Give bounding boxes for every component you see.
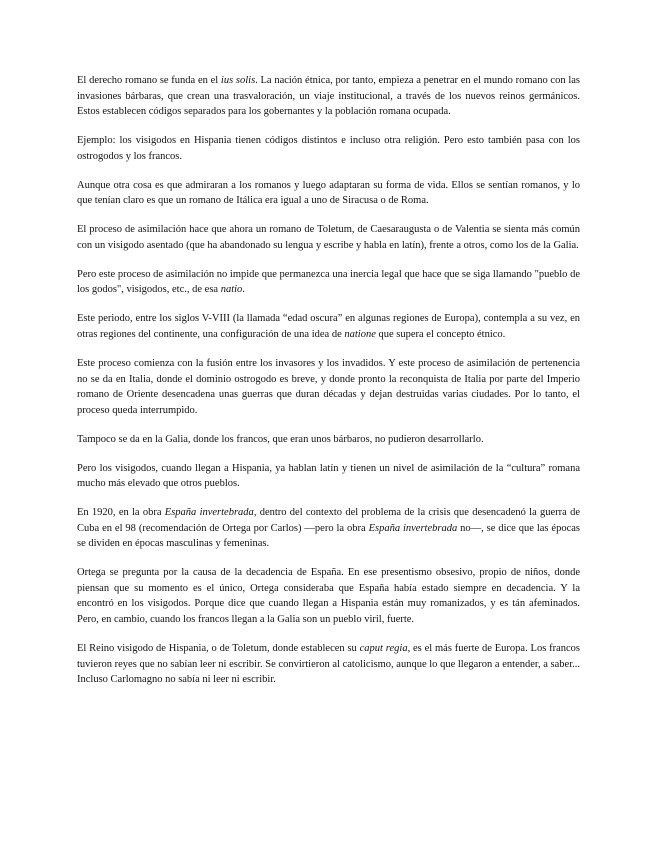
paragraph-visigodos-latin: Pero los visigodos, cuando llegan a Hispania, ya hablan latín y tienen un nivel de asimilación de la “cultura” romana mucho más elevado que otros pueblos. [77,462,580,490]
emphasis-natione: natione [344,328,376,340]
document-page [77,73,580,701]
emphasis-book-title: España invertebrada [368,522,458,534]
paragraph-text: En 1920, en la obra [77,507,165,519]
paragraph-text: que supera el concepto étnico. [375,328,506,340]
emphasis-natio: natio [220,284,243,296]
paragraph-aunque: Aunque otra cosa es que admiraran a los romanos y luego adaptaran su forma de vida. Ellos se sentían romanos, y lo que tenían claro es que un romano de Itálica era igual a uno de Siracusa o de Roma. [77,179,580,207]
paragraph-inercia-legal [77,267,580,298]
paragraph-text: no—, se dice que las épocas se dividen en épocas masculinas y femeninas. [77,522,580,550]
paragraph-reino-visigodo [77,641,580,688]
paragraph-text: , dentro del contexto del problema de la crisis que desencadenó la guerra de Cuba en el 98 (recomendación de Ortega por Carlos) —pero la obra [77,507,580,534]
paragraph-fusion: Este proceso comienza con la fusión entre los invasores y los invadidos. Y este proceso de asimilación de pertenencia no se da en Italia, donde el dominio ostrogodo es breve, y donde pronto la reconquista de Italia por parte del Imperio romano de Oriente desencadena unas guerras que duran décadas y dejan destruidas varias ciudades. Por lo tanto, el proceso queda interrumpido. [77,358,580,416]
paragraph-text: . [242,284,245,296]
emphasis-ius-solis: ius solis [220,75,256,86]
paragraph-espana-invertebrada [77,505,580,552]
emphasis-book-title: España invertebrada [164,507,254,519]
paragraph-text: Este periodo, entre los siglos V-VIII (la llamada “edad oscura” en algunas regiones de Europa), contempla a su vez, en otras regiones del continente, una configuración de una idea de [77,313,580,340]
paragraph-text: Pero este proceso de asimilación no impide que permanezca una inercia legal que hace que se siga llamando "pueblo de los godos", visigodos, etc., de esa [77,268,580,296]
paragraph-proceso-asimilacion: El proceso de asimilación hace que ahora un romano de Toletum, de Caesaraugusta o de Valentia se sienta más común con un visigodo asentado (que ha abandonado su lengua y escribe y habla en latín), frente a otros, como los de la Galia. [77,224,580,251]
paragraph-ortega: Ortega se pregunta por la causa de la decadencia de España. En ese presentismo obsesivo, propio de niños, donde piensan que su momento es el único, Ortega consideraba que España había estado siempre en decadencia. Y la encontró en los visigodos. Porque dice que cuando llegan a Hispania están muy romanizados, y es tán afeminados. Pero, en cambio, cuando los francos llegan a la Galia son un pueblo viril, fuerte. [77,567,580,625]
paragraph-periodo [77,311,580,342]
paragraph-text: El derecho romano se funda en el [77,75,221,86]
paragraph-text: , es el más fuerte de Europa. Los francos tuvieron reyes que no sabían leer ni escribir. Se convirtieron al catolicismo, aunque lo que llegaron a entender, a saber... Incluso Carlomagno no sabía ni leer ni escribir. [77,643,580,686]
paragraph-ejemplo: Ejemplo: los visigodos en Hispania tienen códigos distintos e incluso otra religión. Pero esto también pasa con los ostrogodos y los francos. [77,135,580,162]
paragraph-text: . La nación étnica, por tanto, empieza a penetrar en el mundo romano con las invasiones bárbaras, que crean una trasvaloración, un viaje institucional, a través de los nuevos reinos germánicos. Estos establecen códigos separados para los gobernantes y la población romana ocupada. [77,75,580,117]
paragraph-text: El Reino visigodo de Hispania, o de Toletum, donde establecen su [77,643,360,655]
emphasis-caput-regia: caput regia [359,643,408,655]
paragraph-galia: Tampoco se da en la Galia, donde los francos, que eran unos bárbaros, no pudieron desarrollarlo. [77,433,484,445]
paragraph-ius-solis [77,73,580,120]
